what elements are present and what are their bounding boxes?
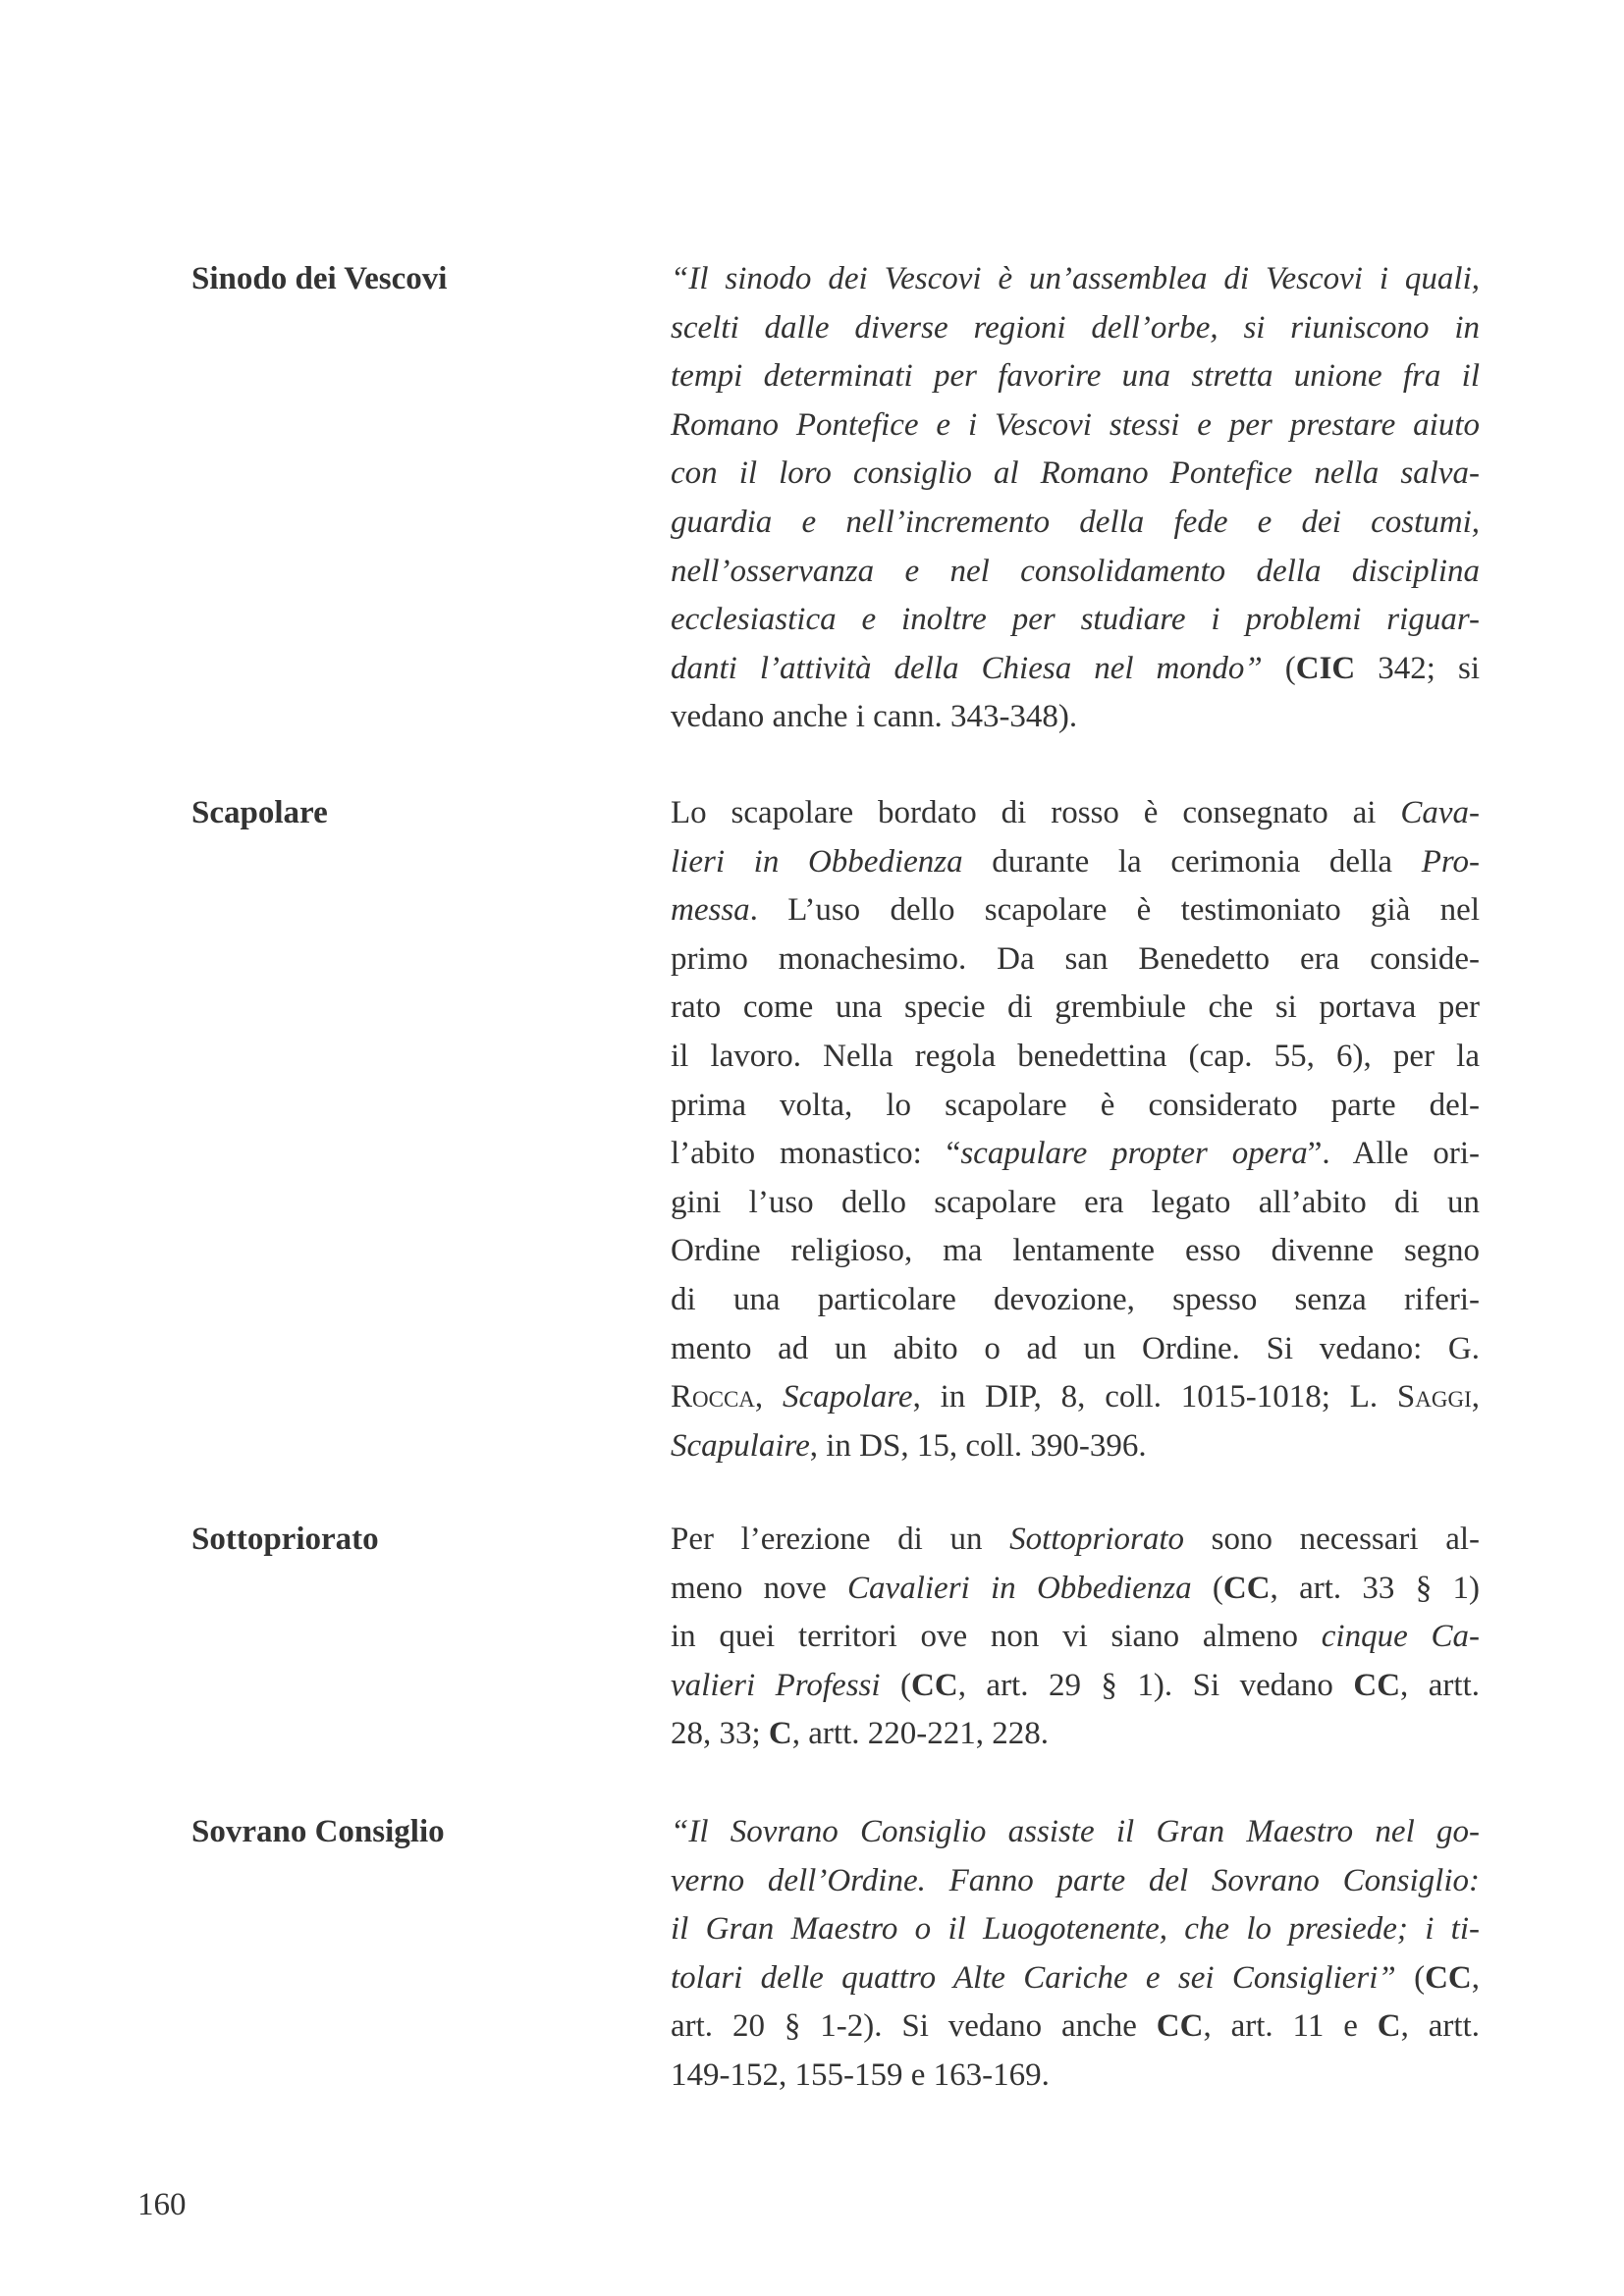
text-run: gini l’uso dello scapolare era legato all’abito di un (671, 1184, 1480, 1220)
definition-line (671, 1130, 1480, 1179)
bold-reference: CC (911, 1667, 958, 1703)
definition-line (671, 1325, 1480, 1374)
definition-line (671, 838, 1480, 887)
text-run: ”. Alle ori- (1307, 1136, 1480, 1172)
text-run: , art. 11 e (1203, 2008, 1378, 2045)
text-run: rato come una specie di grembiule che si portava per (671, 989, 1480, 1026)
bold-reference: C (768, 1716, 792, 1752)
text-run: ( (880, 1667, 912, 1703)
italic-text: lieri in Obbedienza (671, 843, 963, 880)
italic-text: danti l’attività della Chiesa nel mondo” (671, 650, 1263, 686)
bold-reference: CC (1156, 2008, 1204, 2045)
author-name: Saggi (1396, 1379, 1472, 1415)
definition-line (671, 1808, 1480, 1857)
text-run: , in DS, 15, coll. 390-396. (809, 1427, 1147, 1464)
text-run: ( (1191, 1570, 1223, 1606)
definition-line (671, 984, 1480, 1033)
text-run: , artt. (1400, 2008, 1480, 2045)
italic-text: valieri Professi (671, 1667, 881, 1703)
text-run: 149-152, 155-159 e 163-169. (671, 2056, 1050, 2093)
definition-line (671, 450, 1480, 499)
text-run: , in DIP, 8, coll. 1015-1018; L. (912, 1379, 1397, 1415)
text-run: . L’uso dello scapolare è testimoniato già nel (749, 892, 1480, 929)
definition-line (671, 1662, 1480, 1711)
italic-text: Sottopriorato (1009, 1522, 1184, 1557)
definition-line (671, 1516, 1480, 1565)
definition-line (671, 1954, 1480, 2003)
definition-line (671, 693, 1480, 742)
italic-text: Cavalieri in Obbedienza (847, 1570, 1192, 1606)
definition-line (671, 596, 1480, 645)
page-number: 160 (137, 2187, 187, 2222)
entry-term: Scapolare (191, 795, 328, 830)
bold-reference: CC (1353, 1667, 1401, 1703)
definition-line (671, 499, 1480, 548)
italic-text: “Il Sovrano Consiglio assiste il Gran Maestro nel go- (671, 1814, 1480, 1849)
italic-text: Scapulaire (671, 1427, 810, 1464)
entry-definition (671, 255, 1480, 742)
definition-line (671, 1179, 1480, 1228)
definition-line (671, 1082, 1480, 1131)
text-run: , artt. (1400, 1667, 1480, 1703)
text-run: Per l’erezione di un (671, 1522, 1010, 1557)
definition-line (671, 255, 1480, 304)
text-run: , artt. 220-221, 228. (791, 1716, 1049, 1752)
bold-reference: CC (1425, 1959, 1472, 1996)
entry-definition (671, 1808, 1480, 2101)
text-run: primo monachesimo. Da san Benedetto era conside- (671, 940, 1480, 977)
italic-text: tempi determinati per favorire una stretta unione fra il (671, 358, 1480, 395)
definition-line (671, 304, 1480, 353)
text-run: in quei territori ove non vi siano almeno (671, 1619, 1322, 1655)
definition-line (671, 548, 1480, 597)
text-run: ( (1262, 650, 1296, 686)
text-run: Ordine religioso, ma lentamente esso divenne segno (671, 1233, 1480, 1269)
definition-line (671, 1613, 1480, 1662)
italic-text: “Il sinodo dei Vescovi è un’assemblea di Vescovi i quali, (671, 261, 1480, 296)
text-run: 28, 33; (671, 1716, 769, 1752)
definition-line (671, 1373, 1480, 1422)
bold-reference: C (1377, 2008, 1401, 2045)
text-run: Lo scapolare bordato di rosso è consegnato ai (671, 795, 1401, 830)
entry-term: Sottopriorato (191, 1522, 379, 1557)
text-run: il lavoro. Nella regola benedettina (cap. 55, 6), per la (671, 1038, 1480, 1074)
text-run: , art. 33 § 1) (1270, 1570, 1480, 1606)
text-run: , (1471, 1959, 1481, 1996)
definition-line (671, 886, 1480, 935)
italic-text: tolari delle quattro Alte Cariche e sei Consiglieri” (671, 1959, 1396, 1996)
text-run: l’abito monastico: “ (671, 1136, 961, 1172)
definition-line (671, 789, 1480, 838)
author-name: Rocca (671, 1379, 755, 1415)
italic-text: scelti dalle diverse regioni dell’orbe, si riuniscono in (671, 309, 1480, 346)
italic-text: Romano Pontefice e i Vescovi stessi e per prestare aiuto (671, 406, 1480, 443)
italic-text: con il loro consiglio al Romano Pontefice nella salva- (671, 455, 1480, 492)
italic-text: scapulare propter opera (960, 1136, 1308, 1172)
text-run: , (1471, 1379, 1481, 1415)
text-run: , art. 29 § 1). Si vedano (957, 1667, 1354, 1703)
text-run: art. 20 § 1-2). Si vedano anche (671, 2008, 1157, 2045)
text-run: , (754, 1379, 783, 1415)
italic-text: il Gran Maestro o il Luogotenente, che lo presiede; i ti- (671, 1911, 1480, 1948)
italic-text: guardia e nell’incremento della fede e dei costumi, (671, 504, 1480, 540)
text-run: meno nove (671, 1570, 848, 1606)
definition-line (671, 2002, 1480, 2052)
definition-line (671, 1033, 1480, 1082)
italic-text: cinque Ca- (1321, 1619, 1480, 1655)
definition-line (671, 1227, 1480, 1276)
italic-text: verno dell’Ordine. Fanno parte del Sovrano Consiglio: (671, 1862, 1480, 1898)
definition-line (671, 1857, 1480, 1906)
bold-reference: CC (1222, 1570, 1271, 1606)
text-run: mento ad un abito o ad un Ordine. Si vedano: G. (671, 1330, 1480, 1366)
entry-definition (671, 1516, 1480, 1759)
definition-line (671, 1422, 1480, 1471)
definition-line (671, 352, 1480, 401)
bold-reference: CIC (1295, 650, 1356, 686)
italic-text: Scapolare (782, 1379, 913, 1415)
definition-line (671, 1905, 1480, 1954)
italic-text: Pro- (1421, 843, 1480, 880)
italic-text: Cava- (1400, 795, 1480, 830)
entry-definition (671, 789, 1480, 1470)
italic-text: nell’osservanza e nel consolidamento della disciplina (671, 553, 1480, 589)
italic-text: ecclesiastica e inoltre per studiare i problemi riguar- (671, 602, 1480, 638)
text-run: di una particolare devozione, spesso senza riferi- (671, 1281, 1480, 1317)
text-run: 342; si (1355, 650, 1480, 686)
text-run: ( (1395, 1959, 1426, 1996)
text-run: durante la cerimonia della (962, 843, 1422, 880)
definition-line (671, 1276, 1480, 1325)
definition-line (671, 645, 1480, 694)
entry-term: Sovrano Consiglio (191, 1814, 445, 1849)
text-run: prima volta, lo scapolare è considerato parte del- (671, 1087, 1480, 1123)
definition-line (671, 2052, 1480, 2101)
definition-line (671, 1710, 1480, 1759)
text-run: vedano anche i cann. 343-348). (671, 699, 1078, 735)
entry-term: Sinodo dei Vescovi (191, 261, 448, 296)
italic-text: messa (671, 892, 750, 929)
text-run: sono necessari al- (1184, 1522, 1481, 1557)
definition-line (671, 935, 1480, 985)
definition-line (671, 401, 1480, 451)
definition-line (671, 1565, 1480, 1614)
